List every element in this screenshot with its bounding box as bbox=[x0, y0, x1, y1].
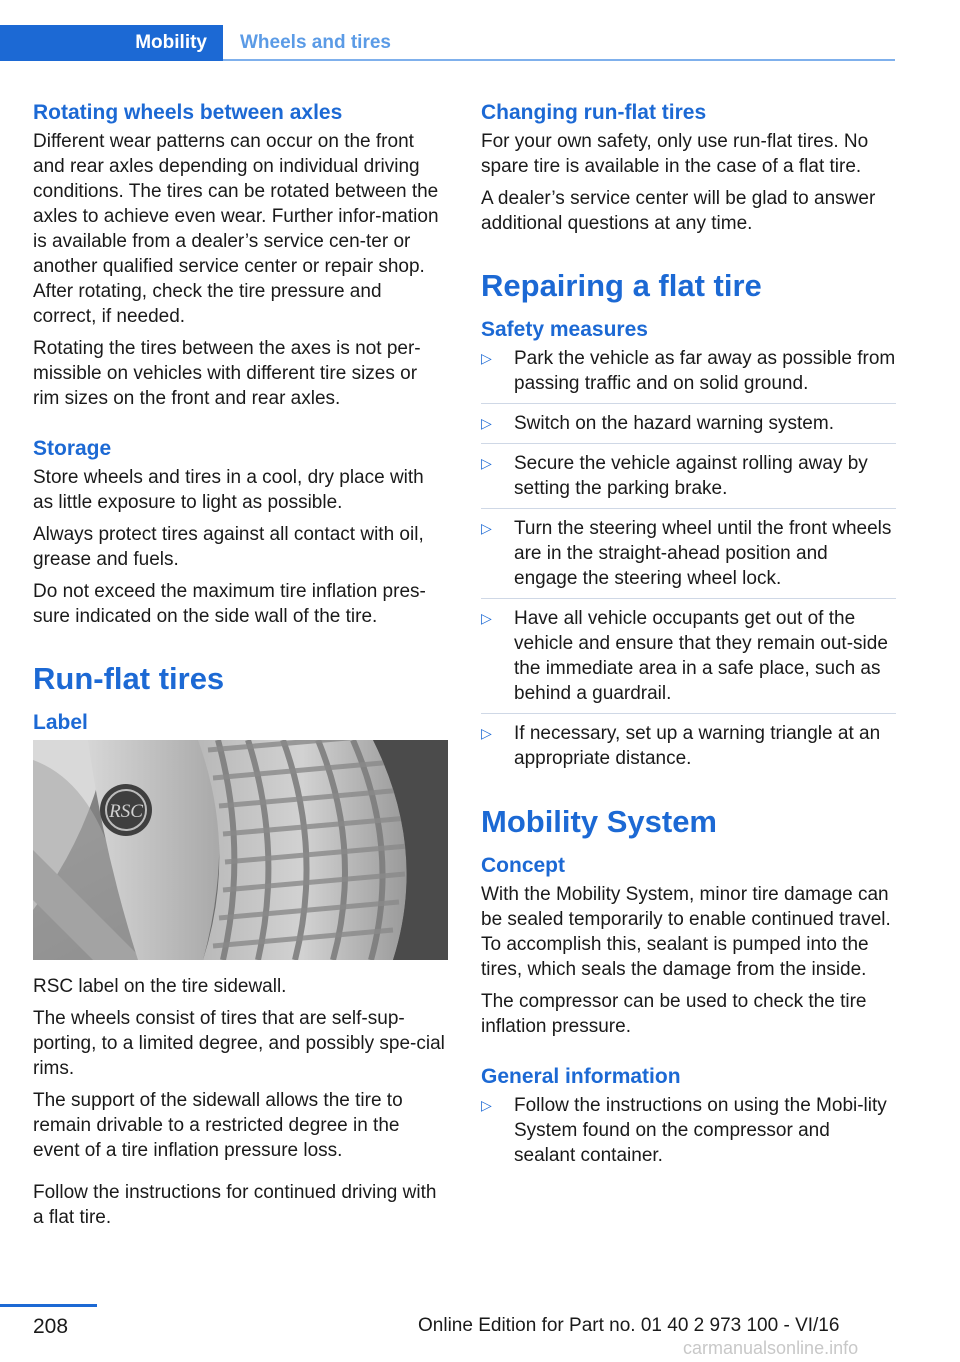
list-item: ▷ Secure the vehicle against rolling away by setting the parking brake. bbox=[481, 451, 896, 509]
list-item: ▷ Turn the steering wheel until the front wheels are in the straight-ahead position and engage the steering wheel lock. bbox=[481, 516, 896, 599]
triangle-bullet-icon: ▷ bbox=[481, 725, 492, 741]
page-header bbox=[0, 25, 895, 61]
list-item: ▷ Follow the instructions on using the Mobi-lity System found on the compressor and sealant container. bbox=[481, 1095, 887, 1166]
heading-concept: Concept bbox=[481, 854, 565, 877]
rsc-logo-text: RSC bbox=[109, 801, 143, 822]
header-divider bbox=[223, 59, 895, 61]
paragraph: The compressor can be used to check the tire inflation pressure. bbox=[481, 991, 867, 1037]
paragraph: The support of the sidewall allows the tire to remain drivable to a restricted degree in the event of a tire inflation pressure loss. bbox=[33, 1090, 403, 1161]
list-item: ▷ Switch on the hazard warning system. bbox=[481, 411, 896, 444]
list-item: ▷ If necessary, set up a warning triangle at an appropriate distance. bbox=[481, 723, 881, 769]
footer-edition-text: Online Edition for Part no. 01 40 2 973 100 - VI/16 bbox=[418, 1315, 840, 1336]
image-caption: RSC label on the tire sidewall. bbox=[33, 976, 287, 997]
general-information-list bbox=[481, 1093, 896, 1175]
paragraph: The wheels consist of tires that are self-sup-porting, to a limited degree, and possibly spe-cial rims. bbox=[33, 1008, 445, 1079]
paragraph: Do not exceed the maximum tire inflation pres-sure indicated on the side wall of the tire. bbox=[33, 581, 426, 627]
list-item: ▷ Have all vehicle occupants get out of the vehicle and ensure that they remain out-side the immediate area in a safe place, such as behind a guardrail. bbox=[481, 606, 896, 714]
section-tab-mobility[interactable]: Mobility bbox=[0, 25, 223, 61]
triangle-bullet-icon: ▷ bbox=[481, 350, 492, 366]
triangle-bullet-icon: ▷ bbox=[481, 520, 492, 536]
heading-rotating-wheels: Rotating wheels between axles bbox=[33, 101, 343, 124]
paragraph: A dealer’s service center will be glad to answer additional questions at any time. bbox=[481, 188, 876, 234]
triangle-bullet-icon: ▷ bbox=[481, 1097, 492, 1113]
left-column bbox=[33, 100, 448, 1237]
heading-general-information: General information bbox=[481, 1065, 681, 1088]
list-item: ▷ Park the vehicle as far away as possible from passing traffic and on solid ground. bbox=[481, 346, 896, 404]
paragraph: Rotating the tires between the axes is not per-missible on vehicles with different tire sizes or rim sizes on the front and rear axles. bbox=[33, 338, 421, 409]
heading-label: Label bbox=[33, 711, 88, 734]
triangle-bullet-icon: ▷ bbox=[481, 455, 492, 471]
paragraph: For your own safety, only use run-flat tires. No spare tire is available in the case of a flat tire. bbox=[481, 131, 869, 177]
paragraph: Always protect tires against all contact with oil, grease and fuels. bbox=[33, 524, 424, 570]
heading-mobility-system: Mobility System bbox=[481, 804, 717, 839]
heading-storage: Storage bbox=[33, 437, 112, 460]
heading-safety-measures: Safety measures bbox=[481, 318, 648, 341]
paragraph: Store wheels and tires in a cool, dry place with as little exposure to light as possible. bbox=[33, 467, 424, 513]
safety-measures-list bbox=[481, 346, 896, 778]
watermark-text: carmanualsonline.info bbox=[683, 1338, 859, 1358]
paragraph: Different wear patterns can occur on the front and rear axles depending on individual driving conditions. The tires can be rotated between the axles to achieve even wear. Further infor-mation is available from a dealer’s service cen-ter or another qualified service center or repair shop. After rotating, check the tire pressure and correct, if needed. bbox=[33, 131, 439, 327]
tire-sidewall-image bbox=[33, 740, 448, 960]
paragraph: With the Mobility System, minor tire damage can be sealed temporarily to enable continued travel. To accomplish this, sealant is pumped into the tires, which seals the damage from the inside. bbox=[481, 884, 891, 980]
heading-repairing-flat-tire: Repairing a flat tire bbox=[481, 268, 762, 303]
right-column bbox=[481, 100, 896, 1182]
page-number: 208 bbox=[33, 1315, 69, 1338]
heading-run-flat-tires: Run-flat tires bbox=[33, 661, 225, 696]
footer-accent-line bbox=[0, 1304, 97, 1307]
section-tab-wheels-and-tires[interactable]: Wheels and tires bbox=[240, 32, 391, 53]
triangle-bullet-icon: ▷ bbox=[481, 415, 492, 431]
triangle-bullet-icon: ▷ bbox=[481, 610, 492, 626]
paragraph: Follow the instructions for continued driving with a flat tire. bbox=[33, 1182, 437, 1228]
heading-changing-run-flat-tires: Changing run-flat tires bbox=[481, 101, 707, 124]
